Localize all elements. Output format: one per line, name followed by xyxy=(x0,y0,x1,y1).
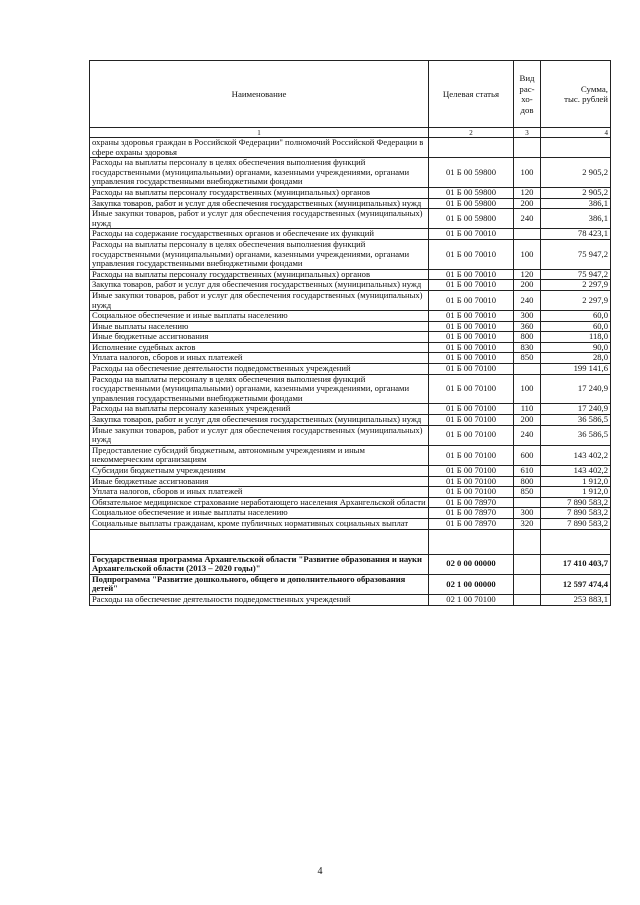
row-target-code-cell: 01 Б 00 59800 xyxy=(429,209,514,229)
row-sum-cell: 143 402,2 xyxy=(541,466,611,477)
row-sum-cell xyxy=(541,138,611,158)
table-row xyxy=(90,487,611,498)
row-target-code-cell: 01 Б 00 70100 xyxy=(429,364,514,375)
row-sum-cell: 17 240,9 xyxy=(541,374,611,404)
row-sum-cell: 143 402,2 xyxy=(541,445,611,465)
row-expense-type-cell: 300 xyxy=(514,508,541,519)
table-body xyxy=(90,138,611,606)
row-expense-type-cell: 320 xyxy=(514,518,541,529)
row-name-cell: Расходы на содержание государственных органов и обеспечение их функций xyxy=(90,229,429,240)
row-sum-cell: 36 586,5 xyxy=(541,425,611,445)
row-expense-type-cell xyxy=(514,594,541,605)
row-target-code-cell: 01 Б 00 70010 xyxy=(429,280,514,291)
column-number-row xyxy=(90,128,611,138)
row-name-cell: Обязательное медицинское страхование неработающего населения Архангельской области xyxy=(90,497,429,508)
header-sum xyxy=(541,61,611,128)
table-row xyxy=(90,374,611,404)
row-expense-type-cell xyxy=(514,574,541,594)
header-sum-line2: тыс. рублей xyxy=(564,94,608,104)
row-sum-cell: 60,0 xyxy=(541,321,611,332)
spacer-cell xyxy=(514,529,541,554)
row-sum-cell: 2 905,2 xyxy=(541,158,611,188)
row-expense-type-cell: 800 xyxy=(514,332,541,343)
row-sum-cell: 7 890 583,2 xyxy=(541,508,611,519)
row-name-cell: Иные выплаты населению xyxy=(90,321,429,332)
table-row xyxy=(90,158,611,188)
row-sum-cell: 90,0 xyxy=(541,342,611,353)
header-expense-type-line2: рас- xyxy=(519,83,535,94)
row-sum-cell: 2 297,9 xyxy=(541,280,611,291)
row-expense-type-cell xyxy=(514,138,541,158)
row-name-cell: Закупка товаров, работ и услуг для обеспечения государственных (муниципальных) нужд xyxy=(90,198,429,209)
row-name-cell: Расходы на выплаты персоналу государственных (муниципальных) органов xyxy=(90,187,429,198)
row-expense-type-cell: 240 xyxy=(514,425,541,445)
row-sum-cell: 386,1 xyxy=(541,209,611,229)
row-expense-type-cell: 100 xyxy=(514,158,541,188)
table-row xyxy=(90,269,611,280)
table-row xyxy=(90,508,611,519)
row-name-cell: Расходы на выплаты персоналу в целях обеспечения выполнения функций государственными (муниципальными) органами, казенными учреждениями, органами управления государственными внебюджетными фондами xyxy=(90,239,429,269)
row-sum-cell: 7 890 583,2 xyxy=(541,497,611,508)
header-expense-type-line4: дов xyxy=(520,104,534,115)
row-target-code-cell: 01 Б 00 70100 xyxy=(429,425,514,445)
table-row xyxy=(90,594,611,605)
table-row xyxy=(90,404,611,415)
row-sum-cell: 17 240,9 xyxy=(541,404,611,415)
row-target-code-cell: 01 Б 00 70010 xyxy=(429,290,514,310)
row-target-code-cell: 01 Б 00 70010 xyxy=(429,332,514,343)
row-sum-cell: 199 141,6 xyxy=(541,364,611,375)
row-sum-cell: 75 947,2 xyxy=(541,269,611,280)
row-name-cell: Расходы на выплаты персоналу государственных (муниципальных) органов xyxy=(90,269,429,280)
row-sum-cell: 75 947,2 xyxy=(541,239,611,269)
row-expense-type-cell: 110 xyxy=(514,404,541,415)
row-target-code-cell: 01 Б 00 59800 xyxy=(429,198,514,209)
row-expense-type-cell: 200 xyxy=(514,280,541,291)
row-sum-cell: 1 912,0 xyxy=(541,476,611,487)
spacer-row xyxy=(90,529,611,554)
header-name: Наименование xyxy=(90,61,429,128)
table-row xyxy=(90,364,611,375)
header-expense-type xyxy=(514,61,541,128)
table-row xyxy=(90,239,611,269)
row-expense-type-cell xyxy=(514,554,541,574)
table-row xyxy=(90,425,611,445)
table-row xyxy=(90,353,611,364)
row-target-code-cell: 01 Б 00 70010 xyxy=(429,239,514,269)
row-name-cell: Государственная программа Архангельской области "Развитие образования и науки Архангельской области (2013 – 2020 годы)" xyxy=(90,554,429,574)
page-number: 4 xyxy=(317,866,323,877)
row-target-code-cell: 01 Б 00 70100 xyxy=(429,415,514,426)
table-row xyxy=(90,342,611,353)
row-sum-cell: 253 883,1 xyxy=(541,594,611,605)
budget-table xyxy=(89,60,611,606)
table-row xyxy=(90,311,611,322)
row-expense-type-cell: 200 xyxy=(514,198,541,209)
table-row xyxy=(90,332,611,343)
column-number: 4 xyxy=(541,128,611,138)
row-target-code-cell: 01 Б 00 70100 xyxy=(429,404,514,415)
row-sum-cell: 17 410 403,7 xyxy=(541,554,611,574)
row-target-code-cell: 01 Б 00 78970 xyxy=(429,497,514,508)
row-expense-type-cell xyxy=(514,497,541,508)
row-expense-type-cell: 300 xyxy=(514,311,541,322)
column-number: 3 xyxy=(514,128,541,138)
row-name-cell: Исполнение судебных актов xyxy=(90,342,429,353)
row-name-cell: Предоставление субсидий бюджетным, автономным учреждениям и иным некоммерческим организациям xyxy=(90,445,429,465)
row-target-code-cell: 01 Б 00 70100 xyxy=(429,476,514,487)
row-target-code-cell: 02 1 00 70100 xyxy=(429,594,514,605)
row-name-cell: Уплата налогов, сборов и иных платежей xyxy=(90,487,429,498)
row-expense-type-cell xyxy=(514,229,541,240)
table-row xyxy=(90,518,611,529)
row-expense-type-cell: 850 xyxy=(514,487,541,498)
row-expense-type-cell: 100 xyxy=(514,239,541,269)
row-name-cell: охраны здоровья граждан в Российской Федерации" полномочий Российской Федерации в сфере охраны здоровья xyxy=(90,138,429,158)
table-header-row xyxy=(90,61,611,128)
table-row xyxy=(90,554,611,574)
row-name-cell: Иные закупки товаров, работ и услуг для обеспечения государственных (муниципальных) нужд xyxy=(90,209,429,229)
row-expense-type-cell: 830 xyxy=(514,342,541,353)
row-target-code-cell: 01 Б 00 70100 xyxy=(429,466,514,477)
row-target-code-cell: 01 Б 00 78970 xyxy=(429,518,514,529)
row-target-code-cell: 01 Б 00 70010 xyxy=(429,269,514,280)
row-expense-type-cell xyxy=(514,364,541,375)
row-sum-cell: 2 297,9 xyxy=(541,290,611,310)
row-expense-type-cell: 120 xyxy=(514,187,541,198)
row-name-cell: Закупка товаров, работ и услуг для обеспечения государственных (муниципальных) нужд xyxy=(90,280,429,291)
row-target-code-cell: 01 Б 00 59800 xyxy=(429,158,514,188)
row-target-code-cell: 02 0 00 00000 xyxy=(429,554,514,574)
row-sum-cell: 36 586,5 xyxy=(541,415,611,426)
table-row xyxy=(90,476,611,487)
budget-table-sheet xyxy=(89,60,608,606)
row-name-cell: Социальное обеспечение и иные выплаты населению xyxy=(90,508,429,519)
row-name-cell: Подпрограмма "Развитие дошкольного, общего и дополнительного образования детей" xyxy=(90,574,429,594)
row-sum-cell: 1 912,0 xyxy=(541,487,611,498)
table-row xyxy=(90,445,611,465)
row-target-code-cell: 01 Б 00 70010 xyxy=(429,229,514,240)
header-target-article: Целевая статья xyxy=(429,61,514,128)
row-sum-cell: 60,0 xyxy=(541,311,611,322)
row-name-cell: Расходы на выплаты персоналу в целях обеспечения выполнения функций государственными (муниципальными) органами, казенными учреждениями, органами управления государственными внебюджетными фондами xyxy=(90,158,429,188)
column-number: 1 xyxy=(90,128,429,138)
row-expense-type-cell: 600 xyxy=(514,445,541,465)
row-target-code-cell: 01 Б 00 70100 xyxy=(429,445,514,465)
row-target-code-cell: 01 Б 00 70010 xyxy=(429,342,514,353)
row-expense-type-cell: 610 xyxy=(514,466,541,477)
row-sum-cell: 12 597 474,4 xyxy=(541,574,611,594)
row-expense-type-cell: 240 xyxy=(514,209,541,229)
table-row xyxy=(90,574,611,594)
row-expense-type-cell: 100 xyxy=(514,374,541,404)
row-target-code-cell: 01 Б 00 78970 xyxy=(429,508,514,519)
table-row xyxy=(90,229,611,240)
row-sum-cell: 7 890 583,2 xyxy=(541,518,611,529)
spacer-cell xyxy=(90,529,429,554)
row-sum-cell: 2 905,2 xyxy=(541,187,611,198)
row-target-code-cell: 01 Б 00 59800 xyxy=(429,187,514,198)
row-name-cell: Расходы на обеспечение деятельности подведомственных учреждений xyxy=(90,364,429,375)
row-target-code-cell: 02 1 00 00000 xyxy=(429,574,514,594)
row-sum-cell: 78 423,1 xyxy=(541,229,611,240)
table-row xyxy=(90,415,611,426)
row-expense-type-cell: 850 xyxy=(514,353,541,364)
row-sum-cell: 28,0 xyxy=(541,353,611,364)
column-number: 2 xyxy=(429,128,514,138)
table-row xyxy=(90,466,611,477)
row-name-cell: Социальные выплаты гражданам, кроме публичных нормативных социальных выплат xyxy=(90,518,429,529)
row-sum-cell: 118,0 xyxy=(541,332,611,343)
row-name-cell: Закупка товаров, работ и услуг для обеспечения государственных (муниципальных) нужд xyxy=(90,415,429,426)
row-expense-type-cell: 200 xyxy=(514,415,541,426)
row-target-code-cell: 01 Б 00 70100 xyxy=(429,374,514,404)
table-row xyxy=(90,321,611,332)
row-name-cell: Расходы на выплаты персоналу казенных учреждений xyxy=(90,404,429,415)
row-sum-cell: 386,1 xyxy=(541,198,611,209)
row-target-code-cell: 01 Б 00 70010 xyxy=(429,321,514,332)
row-target-code-cell: 01 Б 00 70010 xyxy=(429,311,514,322)
header-expense-type-line1: Вид xyxy=(519,73,535,83)
row-target-code-cell: 01 Б 00 70100 xyxy=(429,487,514,498)
row-name-cell: Расходы на выплаты персоналу в целях обеспечения выполнения функций государственными (муниципальными) органами, казенными учреждениями, органами управления государственными внебюджетными фондами xyxy=(90,374,429,404)
row-expense-type-cell: 120 xyxy=(514,269,541,280)
row-name-cell: Иные закупки товаров, работ и услуг для обеспечения государственных (муниципальных) нужд xyxy=(90,425,429,445)
row-target-code-cell: 01 Б 00 70010 xyxy=(429,353,514,364)
spacer-cell xyxy=(429,529,514,554)
spacer-cell xyxy=(541,529,611,554)
table-row xyxy=(90,280,611,291)
row-name-cell: Субсидии бюджетным учреждениям xyxy=(90,466,429,477)
table-row xyxy=(90,198,611,209)
row-target-code-cell xyxy=(429,138,514,158)
row-expense-type-cell: 240 xyxy=(514,290,541,310)
header-sum-line1: Сумма, xyxy=(580,83,608,94)
row-name-cell: Иные бюджетные ассигнования xyxy=(90,332,429,343)
row-expense-type-cell: 360 xyxy=(514,321,541,332)
row-name-cell: Расходы на обеспечение деятельности подведомственных учреждений xyxy=(90,594,429,605)
table-row xyxy=(90,138,611,158)
row-expense-type-cell: 800 xyxy=(514,476,541,487)
row-name-cell: Иные бюджетные ассигнования xyxy=(90,476,429,487)
row-name-cell: Иные закупки товаров, работ и услуг для обеспечения государственных (муниципальных) нужд xyxy=(90,290,429,310)
table-row xyxy=(90,290,611,310)
table-row xyxy=(90,209,611,229)
header-expense-type-line3: хо- xyxy=(521,94,533,104)
row-name-cell: Социальное обеспечение и иные выплаты населению xyxy=(90,311,429,322)
row-name-cell: Уплата налогов, сборов и иных платежей xyxy=(90,353,429,364)
table-row xyxy=(90,187,611,198)
table-row xyxy=(90,497,611,508)
